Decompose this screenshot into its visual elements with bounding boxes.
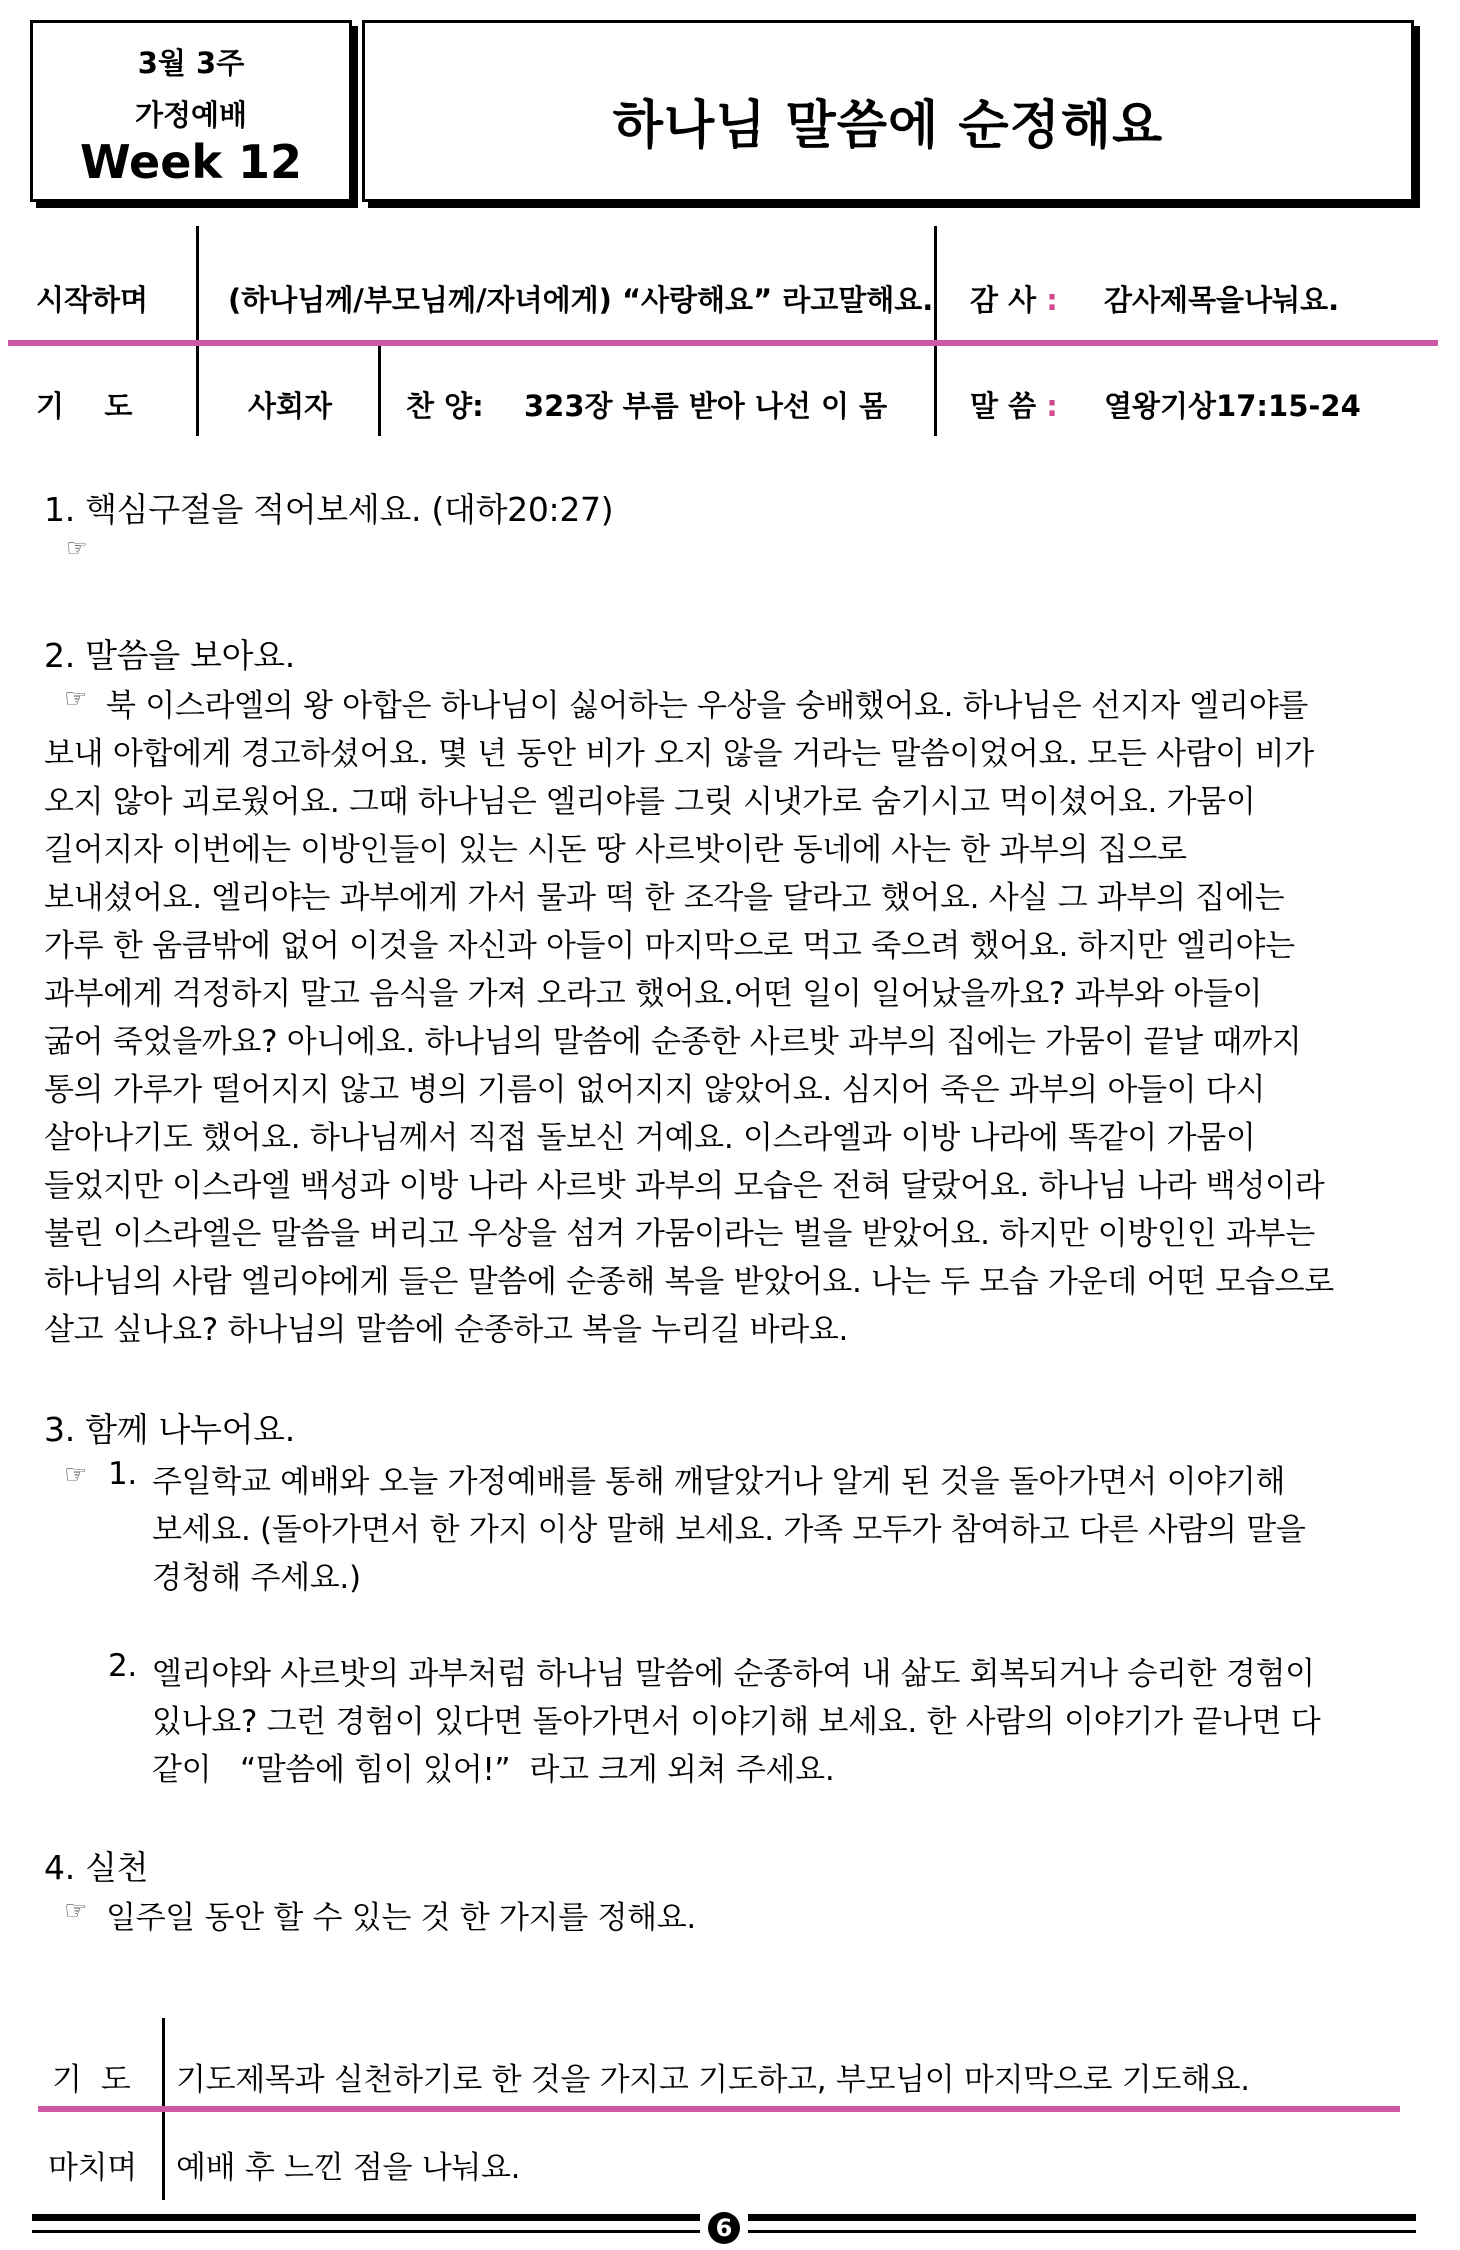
question1-line: 경청해 주세요.) [152,1560,361,1596]
passage-line: 가루 한 움큼밖에 없어 이것을 자신과 아들이 마지막으로 먹고 죽으려 했어요. 하지만 엘리야는 [44,928,1295,964]
passage-line: 북 이스라엘의 왕 아합은 하나님이 싫어하는 우상을 숭배했어요. 하나님은 선지자 엘리야를 [106,688,1308,724]
passage-line: 살아나기도 했어요. 하나님께서 직접 돌보신 거예요. 이스라엘과 이방 나라에 똑같이 가뭄이 [44,1120,1256,1156]
passage-line: 과부에게 걱정하지 말고 음식을 가져 오라고 했어요.어떤 일이 일어났을까요? 과부와 아들이 [44,976,1263,1012]
section2-heading: 2. 말씀을 보아요. [44,636,295,675]
question1-line: 주일학교 예배와 오늘 가정예배를 통해 깨달았거나 알게 된 것을 돌아가면서 이야기해 [152,1464,1286,1500]
word-label: 말 씀 [970,389,1037,423]
section4-heading: 4. 실천 [44,1848,149,1887]
week-box [30,20,352,202]
footer-prayer-text: 기도제목과 실천하기로 한 것을 가지고 기도하고, 부모님이 마지막으로 기도해요. [176,2062,1250,2098]
footer-prayer-label: 기 도 [52,2062,131,2098]
passage-line: 들었지만 이스라엘 백성과 이방 나라 사르밧 과부의 모습은 전혀 달랐어요. 하나님 나라 백성이라 [44,1168,1325,1204]
page-title: 하나님 말씀에 순정해요 [612,96,1164,156]
hymn-text: 323장 부름 받아 나선 이 몸 [524,389,888,423]
footer-closing-label: 마치며 [48,2150,137,2186]
passage-line: 하나님의 사람 엘리야에게 들은 말씀에 순종해 복을 받았어요. 나는 두 모습 가운데 어떤 모습으로 [44,1264,1334,1300]
pointer-icon: ☞ [64,1896,88,1926]
pointer-icon: ☞ [64,1460,88,1490]
footer-rule [748,2214,1416,2221]
week-type: 가정예배 [134,98,248,132]
section3-heading: 3. 함께 나누어요. [44,1410,295,1449]
grid-divider [378,346,381,436]
thanks-label-group [970,278,1058,319]
passage-line: 굶어 죽었을까요? 아니에요. 하나님의 말씀에 순종한 사르밧 과부의 집에는 가뭄이 끝날 때까지 [44,1024,1302,1060]
week-label: Week 12 [79,135,303,189]
pink-divider [8,340,1438,346]
start-text: (하나님께/부모님께/자녀에게) “사랑해요” 라고말해요. [228,283,934,317]
question2-line: 같이 “말씀에 힘이 있어!” 라고 크게 외쳐 주세요. [152,1752,835,1788]
passage-line: 통의 가루가 떨어지지 않고 병의 기름이 없어지지 않았어요. 심지어 죽은 과부의 아들이 다시 [44,1072,1266,1108]
footer-closing-text: 예배 후 느낀 점을 나눠요. [176,2150,521,2186]
passage-line: 보내셨어요. 엘리야는 과부에게 가서 물과 떡 한 조각을 달라고 했어요. 사실 그 과부의 집에는 [44,880,1285,916]
thanks-colon: : [1046,283,1058,317]
question1-line: 보세요. (돌아가면서 한 가지 이상 말해 보세요. 가족 모두가 참여하고 다른 사람의 말을 [152,1512,1306,1548]
passage-line: 살고 싶나요? 하나님의 말씀에 순종하고 복을 누리길 바라요. [44,1312,849,1348]
word-colon: : [1046,389,1058,423]
title-box [362,20,1414,202]
week-date: 3월 3주 [137,46,245,80]
start-label: 시작하며 [36,283,149,317]
passage-line: 길어지자 이번에는 이방인들이 있는 시돈 땅 사르밧이란 동네에 사는 한 과부의 집으로 [44,832,1187,868]
passage-line: 보내 아합에게 경고하셨어요. 몇 년 동안 비가 오지 않을 거라는 말씀이었어요. 모든 사람이 비가 [44,736,1314,772]
question2-number: 2. [108,1648,137,1684]
passage-line: 오지 않아 괴로웠어요. 그때 하나님은 엘리야를 그릿 시냇가로 숨기시고 먹이셨어요. 가뭄이 [44,784,1256,820]
passage-line: 불린 이스라엘은 말씀을 버리고 우상을 섬겨 가뭄이라는 벌을 받았어요. 하지만 이방인인 과부는 [44,1216,1315,1252]
grid-divider [196,226,199,436]
leader-text: 사회자 [248,389,333,423]
pointer-icon: ☞ [64,684,88,714]
pink-divider [38,2106,1400,2112]
question1-number: 1. [108,1456,137,1492]
footer-rule [32,2214,700,2221]
page-number: 6 [708,2212,740,2244]
question2-line: 엘리야와 사르밧의 과부처럼 하나님 말씀에 순종하여 내 삶도 회복되거나 승리한 경험이 [152,1656,1315,1692]
prayer-label: 기 도 [36,389,133,423]
hymn-label: 찬 양: [406,389,484,423]
pointer-icon: ☞ [66,534,88,562]
footer-rule [748,2230,1416,2233]
section1-heading: 1. 핵심구절을 적어보세요. (대하20:27) [44,490,614,529]
word-label-group [970,384,1058,425]
thanks-text: 감사제목을나눠요. [1104,283,1340,317]
grid-divider [934,226,937,436]
practice-text: 일주일 동안 할 수 있는 것 한 가지를 정해요. [106,1900,696,1936]
thanks-label: 감 사 [970,283,1037,317]
footer-rule [32,2230,700,2233]
word-text: 열왕기상17:15-24 [1104,389,1361,423]
question2-line: 있나요? 그런 경험이 있다면 돌아가면서 이야기해 보세요. 한 사람의 이야기가 끝나면 다 [152,1704,1321,1740]
